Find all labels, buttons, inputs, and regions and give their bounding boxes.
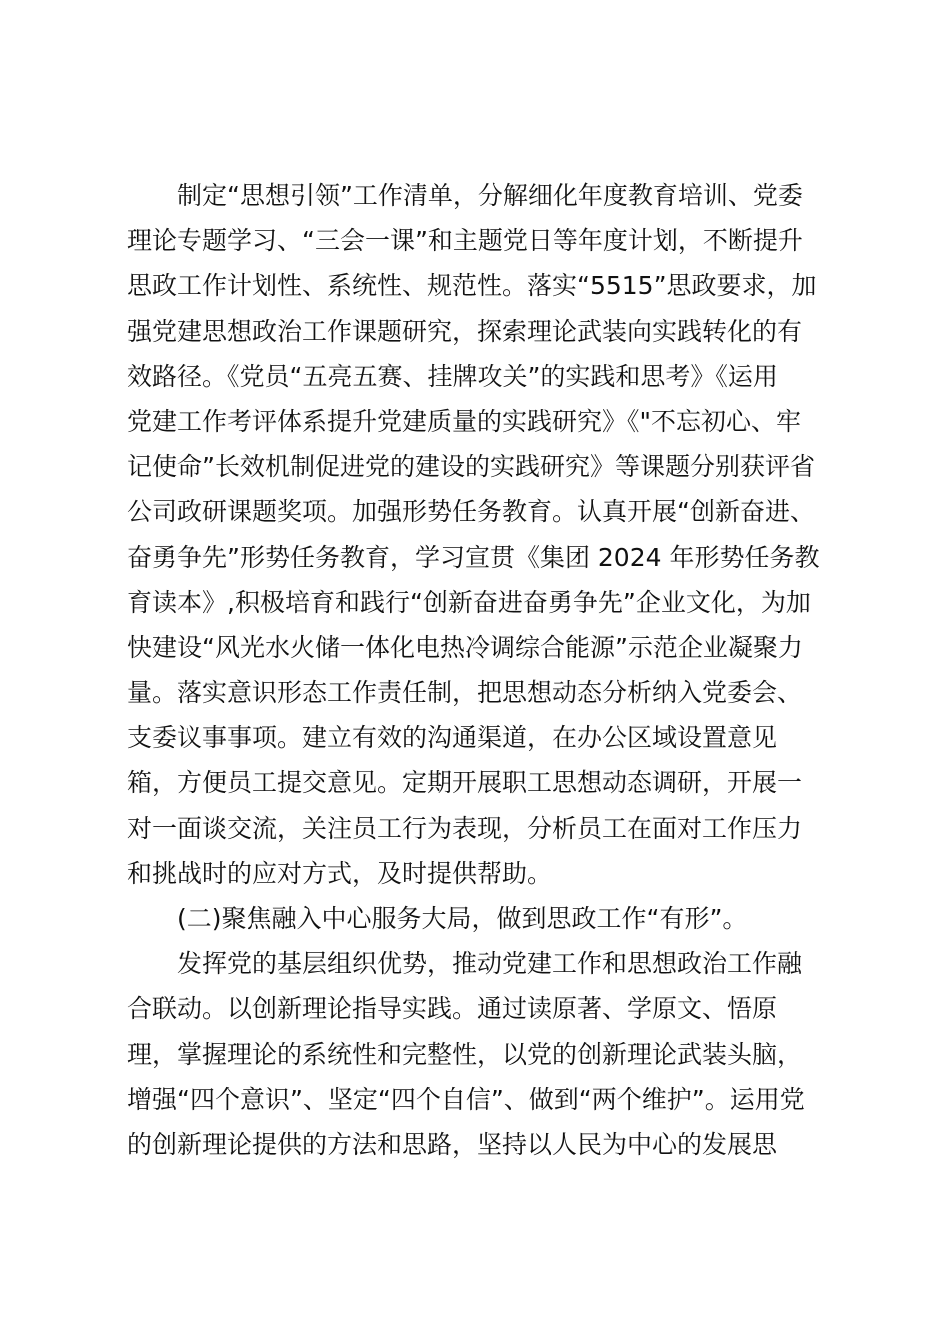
text-line: 育读本》,积极培育和践行“创新奋进奋勇争先”企业文化，为加 <box>127 587 811 617</box>
text-line: 制定“思想引领”工作清单，分解细化年度教育培训、党委 <box>177 181 803 210</box>
text-line: 对一面谈交流，关注员工行为表现，分析员工在面对工作压力 <box>127 813 803 843</box>
text-line: 理论专题学习、“三会一课”和主题党日等年度计划，不断提升 <box>127 226 803 256</box>
text-line: 理，掌握理论的系统性和完整性，以党的创新理论武装头脑， <box>127 1039 803 1069</box>
section-heading: (二)聚焦融入中心服务大局，做到思政工作“有形”。 <box>177 904 748 933</box>
text-line: 强党建思想政治工作课题研究，探索理论武装向实践转化的有 <box>127 316 803 346</box>
text-line: 效路径。《党员“五亮五赛、挂牌攻关”的实践和思考》《运用 <box>127 361 778 391</box>
text-line: 的创新理论提供的方法和思路，坚持以人民为中心的发展思 <box>127 1129 778 1159</box>
text-line: 箱，方便员工提交意见。定期开展职工思想动态调研，开展一 <box>127 768 803 798</box>
text-line: 和挑战时的应对方式，及时提供帮助。 <box>127 858 553 888</box>
text-line: 思政工作计划性、系统性、规范性。落实“5515”思政要求，加 <box>127 271 817 301</box>
text-line: 奋勇争先”形势任务教育，学习宣贯《集团 2024 年形势任务教 <box>127 542 820 572</box>
text-line: 公司政研课题奖项。加强形势任务教育。认真开展“创新奋进、 <box>127 497 815 527</box>
body-text <box>127 173 833 1167</box>
text-line: 记使命”长效机制促进党的建设的实践研究》等课题分别获评省 <box>127 452 815 482</box>
text-line: 发挥党的基层组织优势，推动党建工作和思想政治工作融 <box>177 949 803 979</box>
text-line: 合联动。以创新理论指导实践。通过读原著、学原文、悟原 <box>127 994 778 1024</box>
text-line: 党建工作考评体系提升党建质量的实践研究》《"不忘初心、牢 <box>127 406 802 436</box>
text-line: 量。落实意识形态工作责任制，把思想动态分析纳入党委会、 <box>127 678 803 708</box>
text-line: 快建设“风光水火储一体化电热冷调综合能源”示范企业凝聚力 <box>127 632 803 662</box>
text-line: 支委议事事项。建立有效的沟通渠道，在办公区域设置意见 <box>127 723 778 753</box>
text-line: 增强“四个意识”、坚定“四个自信”、做到“两个维护”。运用党 <box>127 1084 805 1114</box>
